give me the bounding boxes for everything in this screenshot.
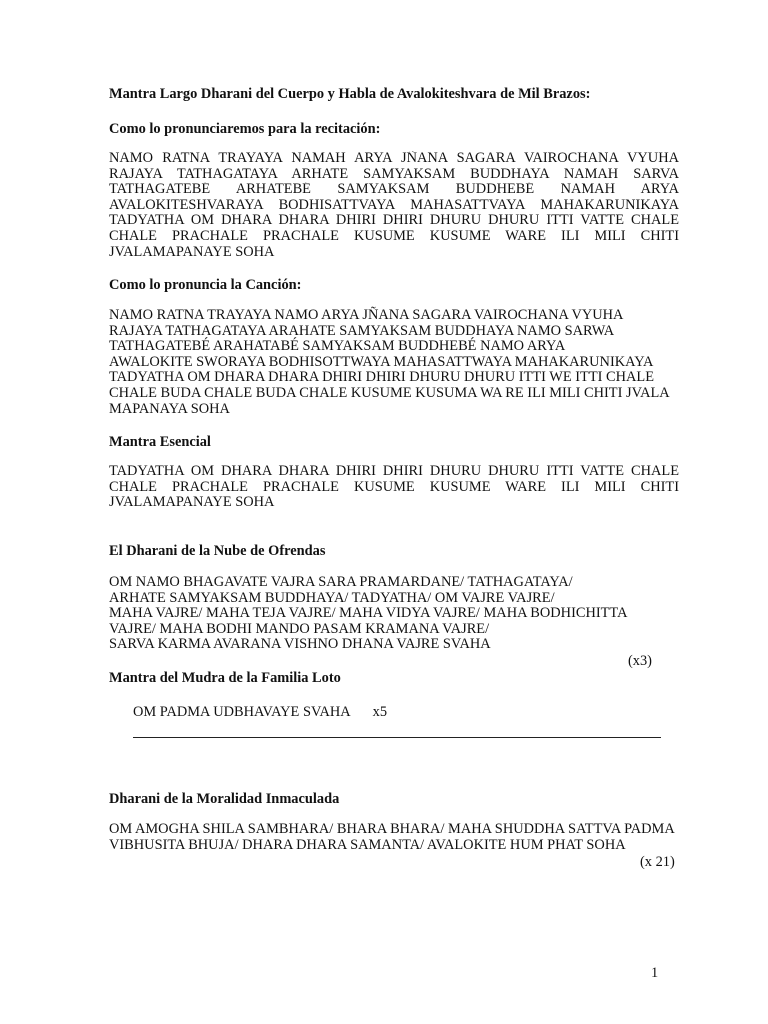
section-heading-song: Como lo pronuncia la Canción:: [109, 277, 302, 293]
repeat-count-morality: (x 21): [640, 854, 675, 870]
text-line: MAHA VAJRE/ MAHA TEJA VAJRE/ MAHA VIDYA VAJRE/ MAHA BODHICHITTA: [109, 605, 628, 622]
text-line: MAPANAYA SOHA: [109, 400, 230, 417]
text-line: OM AMOGHA SHILA SAMBHARA/ BHARA BHARA/ MAHA SHUDDHA SATTVA PADMA: [109, 821, 675, 837]
text-line: SARVA KARMA AVARANA VISHNO DHANA VAJRE SVAHA: [109, 636, 491, 653]
section-heading-recitation: Como lo pronunciaremos para la recitación:: [109, 121, 381, 137]
text-line: CHALE PRACHALE PRACHALE KUSUME KUSUME WARE ILI MILI CHITI: [109, 479, 679, 495]
dharani-offerings-text: [109, 575, 679, 653]
mantra-recitation-text: [109, 151, 679, 260]
dharani-morality-text: [109, 822, 679, 853]
lotus-mantra-line: [133, 704, 387, 720]
section-heading-lotus-mudra: Mantra del Mudra de la Familia Loto: [109, 670, 341, 686]
text-line: AVALOKITESHVARAYA BODHISATTVAYA MAHASATTVAYA MAHAKARUNIKAYA: [109, 197, 679, 213]
mantra-song-text: [109, 308, 679, 417]
text-line: CHALE BUDA CHALE BUDA CHALE KUSUME KUSUMA WA RE ILI MILI CHITI JVALA: [109, 384, 670, 401]
text-line: TADYATHA OM DHARA DHARA DHIRI DHIRI DHURU DHURU ITTI VATTE CHALE: [109, 464, 679, 479]
text-line: VAJRE/ MAHA BODHI MANDO PASAM KRAMANA VAJRE/: [109, 620, 490, 637]
text-line: TATHAGATEBÉ ARAHATABÉ SAMYAKSAM BUDDHEBÉ NAMO ARYA: [109, 338, 566, 355]
mantra-essential-text: [109, 464, 679, 511]
text-line: JVALAMAPANAYE SOHA: [109, 244, 275, 260]
text-line: JVALAMAPANAYE SOHA: [109, 495, 275, 511]
text-line: NAMO RATNA TRAYAYA NAMAH ARYA JÑANA SAGARA VAIROCHANA VYUHA: [109, 151, 679, 166]
section-heading-essential: Mantra Esencial: [109, 434, 211, 450]
text-line: TADYATHA OM DHARA DHARA DHIRI DHIRI DHURU DHURU ITTI VATTE CHALE: [109, 213, 679, 229]
text-line: AWALOKITE SWORAYA BODHISOTTWAYA MAHASATTWAYA MAHAKARUNIKAYA: [109, 353, 654, 370]
section-heading-morality: Dharani de la Moralidad Inmaculada: [109, 791, 340, 807]
repeat-count-offerings: (x3): [628, 653, 652, 669]
text-line: NAMO RATNA TRAYAYA NAMO ARYA JÑANA SAGARA VAIROCHANA VYUHA: [109, 307, 624, 323]
document-title: Mantra Largo Dharani del Cuerpo y Habla de Avalokiteshvara de Mil Brazos:: [109, 86, 591, 102]
text-line: OM NAMO BHAGAVATE VAJRA SARA PRAMARDANE/ TATHAGATAYA/: [109, 574, 573, 590]
horizontal-divider: [133, 737, 661, 738]
page-number: 1: [651, 965, 659, 981]
text-line: TADYATHA OM DHARA DHARA DHIRI DHIRI DHURU DHURU ITTI WE ITTI CHALE: [109, 369, 654, 386]
section-heading-offerings: El Dharani de la Nube de Ofrendas: [109, 543, 326, 559]
text-line: CHALE PRACHALE PRACHALE KUSUME KUSUME WARE ILI MILI CHITI: [109, 228, 679, 244]
text-line: RAJAYA TATHAGATAYA ARAHATE SAMYAKSAM BUDDHAYA NAMO SARWA: [109, 322, 615, 339]
text-line: VIBHUSITA BHUJA/ DHARA DHARA SAMANTA/ AVALOKITE HUM PHAT SOHA: [109, 836, 626, 853]
lotus-mantra-text: OM PADMA UDBHAVAYE SVAHA: [133, 704, 351, 720]
text-line: RAJAYA TATHAGATAYA ARHATE SAMYAKSAM BUDDHAYA NAMAH SARVA: [109, 166, 679, 182]
lotus-mantra-count: x5: [372, 704, 388, 720]
text-line: ARHATE SAMYAKSAM BUDDHAYA/ TADYATHA/ OM VAJRE VAJRE/: [109, 589, 555, 606]
text-line: TATHAGATEBÉ ARHATEBÉ SAMYAKSAM BUDDHEBÉ NAMAH ARYA: [109, 182, 679, 198]
